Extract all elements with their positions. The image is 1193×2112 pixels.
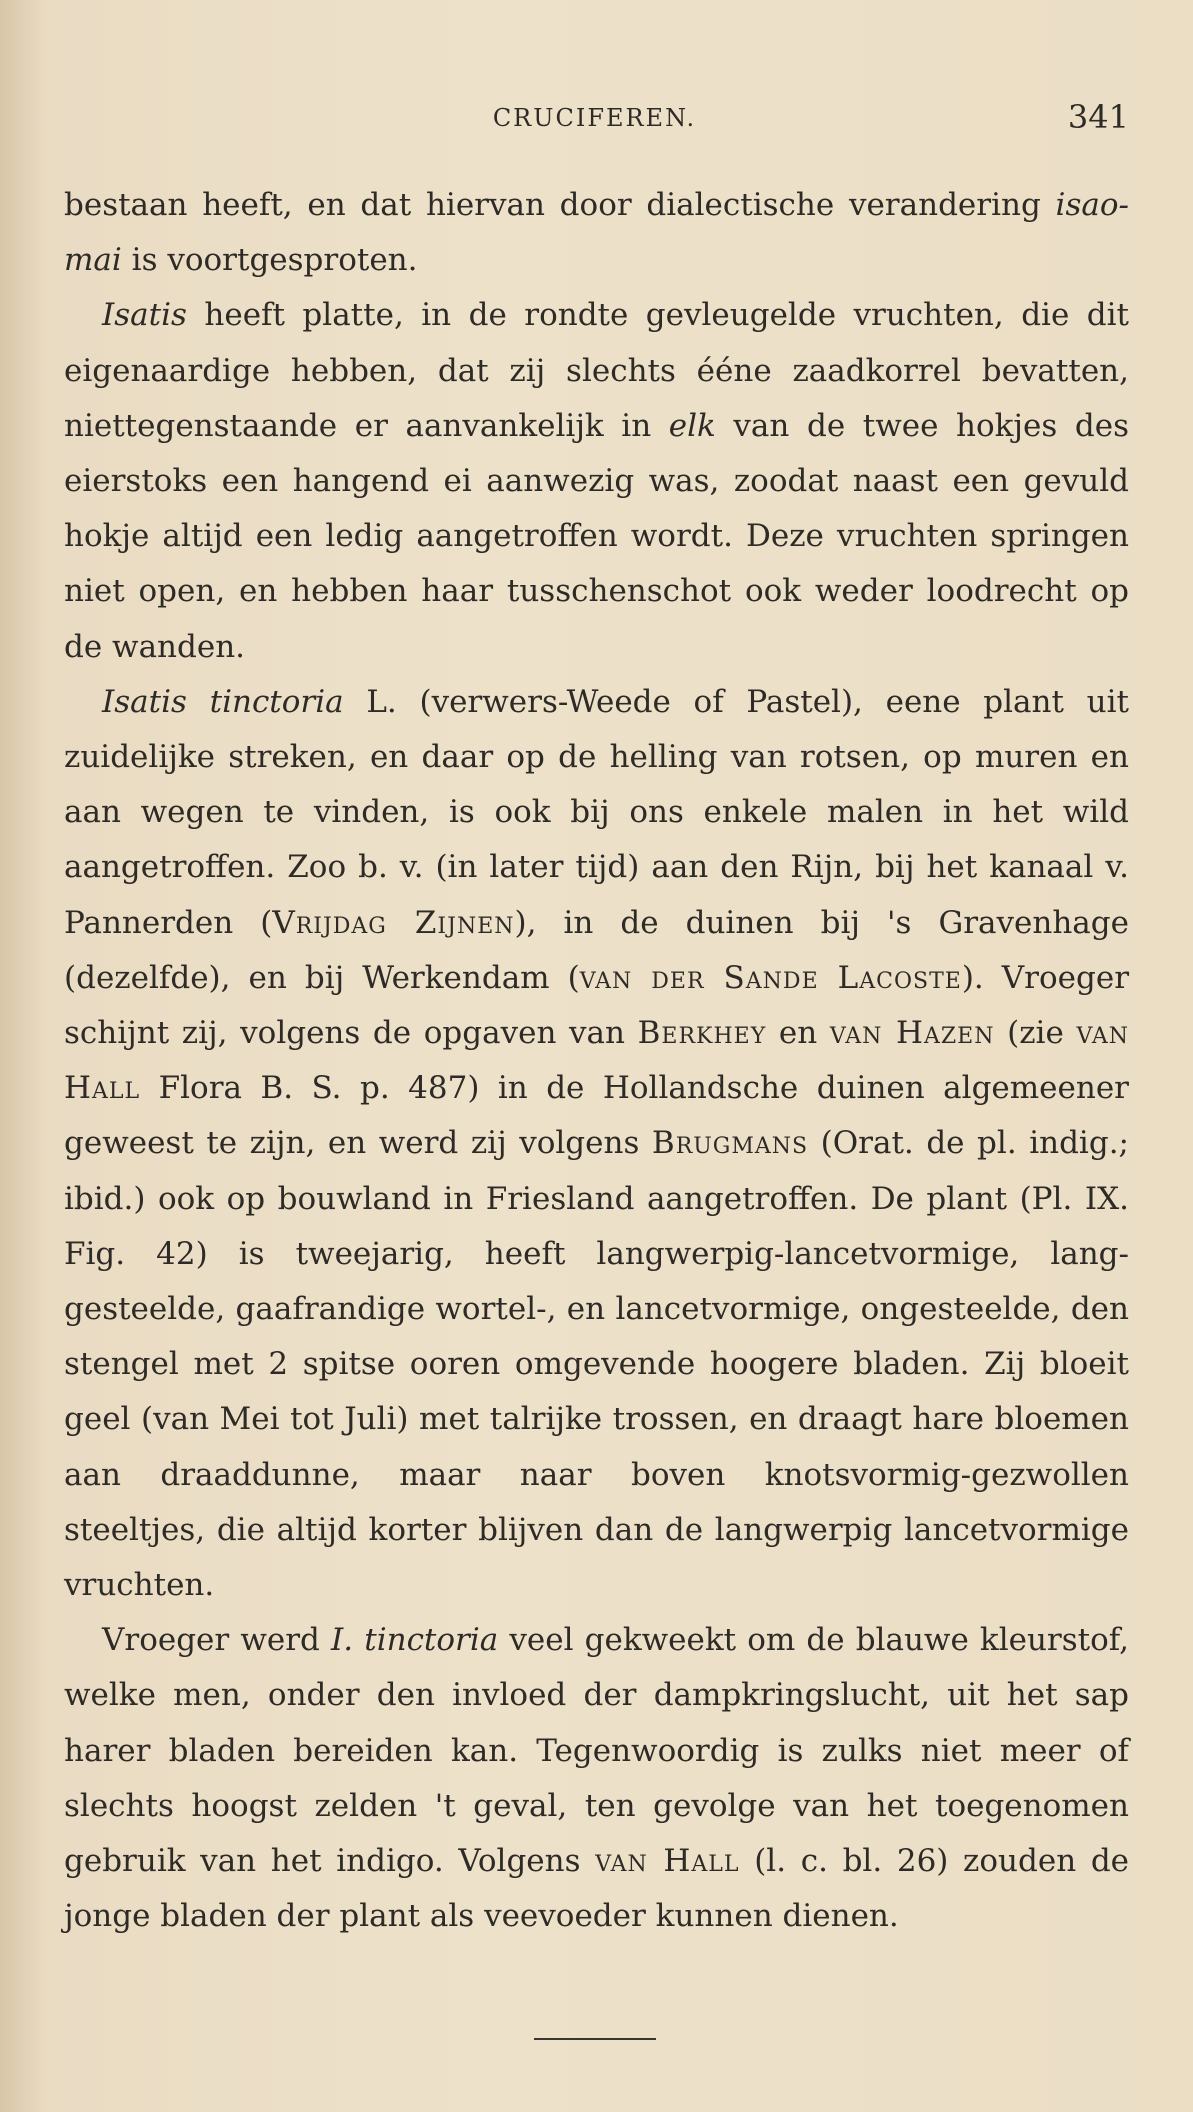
- text-run: (zie: [994, 1015, 1077, 1052]
- paragraph-1: [64, 178, 1129, 288]
- text-run: veel gekweekt om de blauwe kleurstof, welke men, onder den invloed der dampkringslucht, uit het sap harer bladen bereiden kan. Tegenwoordig is zulks niet meer of slechts hoogst zelden 't geval, ten gevolge van het toegenomen gebruik van het indigo. Volgens: [64, 1622, 1129, 1880]
- author-name: van Hall: [64, 1015, 1129, 1107]
- text-run: (l. c. bl. 26) zouden de jonge bladen der plant als veevoeder kunnen dienen.: [64, 1843, 1130, 1935]
- italic-term-isaomai: isao-mai: [64, 187, 1129, 279]
- paragraph-2: [64, 288, 1129, 674]
- text-run: heeft platte, in de rondte gevleugelde vruchten, die dit eigenaardige hebben, dat zij slechts ééne zaadkorrel bevatten, niettegenstaande er aanvankelijk in: [64, 297, 1129, 444]
- italic-genus-isatis: Isatis: [102, 297, 187, 334]
- italic-species-isatis-tinctoria: Isatis tinctoria: [102, 683, 344, 720]
- text-run: van de twee hokjes des eierstoks een hangend ei aanwezig was, zoodat naast een gevuld hokje altijd een ledig aangetroffen wordt. Deze vruchten springen niet open, en hebben haar tusschenschot ook weder loodrecht op de wanden.: [64, 407, 1129, 665]
- text-run: ), in de duinen bij 's Gravenhage (dezelfde), en bij Werkendam (: [64, 904, 1129, 996]
- author-name: Berkhey: [637, 1015, 767, 1052]
- text-run: is voortgesproten.: [121, 242, 418, 279]
- author-name: Brugmans: [651, 1125, 809, 1162]
- body-text: [64, 178, 1129, 1945]
- italic-species-i-tinctoria: I. tinctoria: [331, 1622, 499, 1659]
- author-name: van Hazen: [829, 1015, 995, 1052]
- italic-word-elk: elk: [668, 407, 716, 444]
- text-run: bestaan heeft, en dat hiervan door dialectische verandering: [64, 187, 1056, 223]
- paragraph-4: [64, 1613, 1129, 1944]
- text-run: Vroeger werd: [102, 1622, 332, 1659]
- page-header: [60, 100, 1129, 140]
- text-run: ). Vroeger schijnt zij, volgens de opgaven van: [64, 959, 1130, 1052]
- text-run: L. (verwers-Weede of Pastel), eene plant uit zuidelijke streken, en daar op de helling van rotsen, op muren en aan wegen te vinden, is ook bij ons enkele malen in het wild aangetroffen. Zoo b. v. (in later tijd) aan den Rijn, bij het kanaal v. Pannerden (: [64, 683, 1129, 941]
- text-run: Flora B. S. p. 487) in de Hollandsche duinen algemeener geweest te zijn, en werd zij volgens: [64, 1070, 1129, 1162]
- text-run: en: [766, 1015, 830, 1052]
- running-title: CRUCIFEREN.: [492, 104, 697, 132]
- paragraph-3: [64, 675, 1129, 1613]
- page-number: 341: [1067, 98, 1129, 136]
- text-run: (Orat. de pl. indig.; ibid.) ook op bouwland in Friesland aangetroffen. De plant (Pl. IX. Fig. 42) is tweejarig, heeft langwerpig-lancetvormige, lang-gesteelde, gaafrandige wortel-, en lancetvormige, ongesteelde, den stengel met 2 spitse ooren omgevende hoogere bladen. Zij bloeit geel (van Mei tot Juli) met talrijke trossen, en draagt hare bloemen aan draaddunne, maar naar boven knotsvormig-gezwollen steeltjes, die altijd korter blijven dan de langwerpig lancetvormige vruchten.: [64, 1125, 1129, 1604]
- author-name: van Hall: [595, 1843, 740, 1880]
- author-name: van der Sande Lacoste: [579, 959, 962, 996]
- section-divider: [534, 2038, 656, 2040]
- author-name: Vrijdag Zijnen: [272, 904, 515, 941]
